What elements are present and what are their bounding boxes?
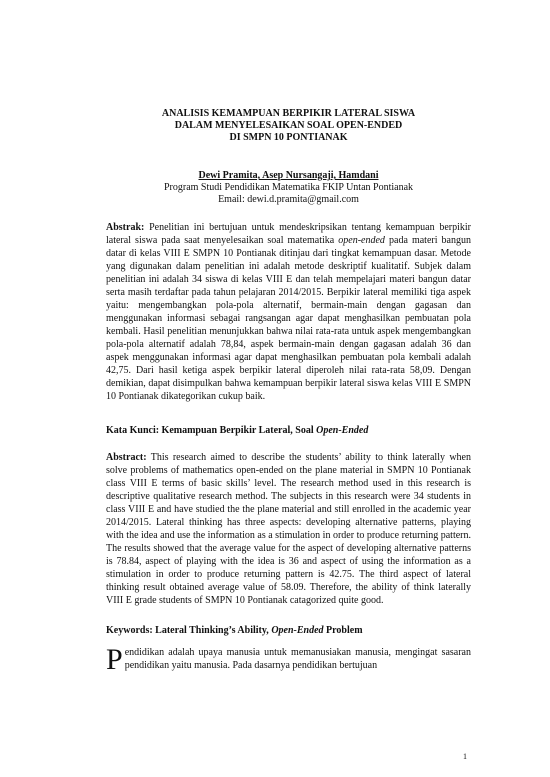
keywords — [106, 625, 471, 637]
kata-kunci-text: Kata Kunci: Kemampuan Berpikir Lateral, Soal — [106, 425, 317, 436]
drop-cap: P — [106, 643, 123, 676]
abstrak-label: Abstrak: — [106, 222, 145, 233]
abstrak-text-b: pada materi bangun datar di kelas VIII E SMPN 10 Pontianak ditinjau dari tingkat kemampuan dasar. Metode yang digunakan dalam penelitian ini adalah metode deskriptif kualitatif. Subjek dalam penelitian ini adalah 34 siswa di kelas VIII E dan telah mempelajari materi bangun datar serta masih terdaftar pada tahun pelajaran 2014/2015. Berpikir lateral memiliki tiga aspek yaitu: mengembangkan pola-pola alternatif, bermain-main dengan gagasan dan menggunakan informasi sebagai rangsangan agar dapat menghasilkan pembuatan pola kembali. Hasil penelitian menunjukkan bahwa nilai rata-rata untuk aspek mengembangkan pola-pola alternatif adalah 78,84, aspek bermain-main dengan gagasan adalah 36 dan aspek menggunakan informasi agar dapat menghasilkan pembuatan pola kembali adalah 42,75. Dari hasil ketiga aspek berpikir lateral diperoleh nilai rata-rata 58,09. Dengan demikian, dapat disimpulkan bahwa kemampuan berpikir lateral siswa kelas VIII E SMPN 10 Pontianak dikategorikan cukup baik. — [106, 235, 471, 402]
keywords-text-end: Problem — [323, 625, 363, 636]
affiliation: Program Studi Pendidikan Matematika FKIP Untan Pontianak — [163, 182, 414, 193]
abstract-text: This research aimed to describe the students’ ability to think laterally when solve problems of mathematics open-ended on the plane material in SMPN 10 Pontianak class VIII E terms of basic skills’ level. The research method used in this research is descriptive qualitative research method. The subjects in this research were 34 students in class VIII E and have studied the the plane material and still enrolled in the academic year 2014/2015. Lateral thinking has three aspects: developing alternative patterns, playing with the idea and use the information as a stimulation in order to produce returning pattern. The results showed that the average value for the aspect of developing alternative patterns is 78.84, aspect of playing with the idea is 36 and aspect of using the information as a stimulation in order to produce returning pattern is 42.75. The third aspect of lateral thinking result obtained average value of 58.09. Therefore, the ability of think laterally VIII E grade students of SMPN 10 Pontianak catagorized quite good. — [106, 452, 471, 606]
kata-kunci-italic: Open-Ended — [316, 425, 369, 436]
author-email: Email: dewi.d.pramita@gmail.com — [218, 194, 359, 205]
abstract-label: Abstract: — [106, 452, 147, 463]
title-line-1: ANALISIS KEMAMPUAN BERPIKIR LATERAL SISWA — [161, 108, 416, 119]
kata-kunci — [106, 425, 471, 437]
title-line-2: DALAM MENYELESAIKAN SOAL OPEN-ENDED — [174, 120, 403, 131]
author-names: Dewi Pramita, Asep Nursangaji, Hamdani — [198, 170, 379, 181]
author-block — [106, 170, 471, 206]
keywords-italic: Open-Ended — [271, 625, 324, 636]
abstract-paragraph — [106, 451, 471, 607]
abstrak-text-a: Penelitian ini bertujuan untuk mendeskripsikan tentang kemampuan berpikir lateral siswa pada saat menyelesaikan soal matematika — [106, 222, 471, 246]
abstrak-italic: open-ended — [338, 235, 385, 246]
paper-title — [106, 108, 471, 144]
intro-text: endidikan adalah upaya manusia untuk memanusiakan manusia, mengingat sasaran pendidikan yaitu manusia. Pada dasarnya pendidikan bertujuan — [124, 647, 471, 671]
title-line-3: DI SMPN 10 PONTIANAK — [229, 132, 348, 143]
abstrak-paragraph — [106, 221, 471, 403]
keywords-text: Keywords: Lateral Thinking’s Ability, — [106, 625, 272, 636]
intro-paragraph — [106, 643, 471, 676]
page-number: 1 — [463, 752, 467, 761]
